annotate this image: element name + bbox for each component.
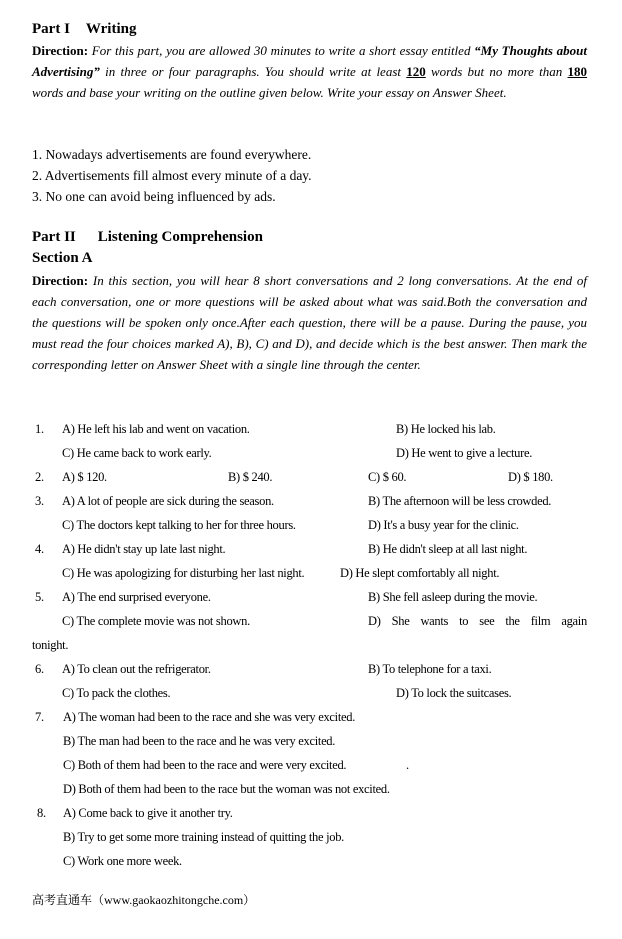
question-number: 6. bbox=[35, 662, 44, 676]
part1-direction bbox=[32, 40, 587, 103]
option-b: B) He locked his lab. bbox=[396, 422, 496, 436]
min-words: 120 bbox=[406, 64, 426, 79]
option-c: C) Both of them had been to the race and were very excited. bbox=[63, 758, 347, 772]
option-d: D) To lock the suitcases. bbox=[396, 686, 512, 700]
option-b: B) The man had been to the race and he was very excited. bbox=[63, 734, 336, 748]
outline-item: 2. Advertisements fill almost every minute of a day. bbox=[32, 168, 312, 183]
option-b: B) The afternoon will be less crowded. bbox=[368, 494, 552, 508]
option-d-word: the bbox=[505, 614, 520, 628]
option-a: A) The woman had been to the race and she was very excited. bbox=[63, 710, 356, 724]
option-d-word: wants bbox=[420, 614, 449, 628]
option-d: D) $ 180. bbox=[508, 470, 553, 484]
part1-heading bbox=[32, 21, 136, 38]
option-d-word: again bbox=[561, 614, 587, 628]
option-a: A) The end surprised everyone. bbox=[62, 590, 211, 604]
max-words: 180 bbox=[567, 64, 588, 79]
option-a: A) He left his lab and went on vacation. bbox=[62, 422, 250, 436]
option-a: A) Come back to give it another try. bbox=[63, 806, 233, 820]
outline-item: 3. No one can avoid being influenced by ads. bbox=[32, 189, 276, 204]
option-a: A) $ 120. bbox=[62, 470, 107, 484]
part1-number: Part I bbox=[32, 21, 70, 37]
section-a-heading: Section A bbox=[32, 250, 93, 266]
part1-direction-text-4: words and base your writing on the outline given below. Write your essay on Answer Sheet. bbox=[32, 85, 507, 100]
part1-title: Writing bbox=[85, 21, 137, 37]
question-number: 3. bbox=[35, 494, 44, 508]
part2-direction bbox=[32, 270, 587, 375]
option-d: D) Both of them had been to the race but the woman was not excited. bbox=[63, 782, 390, 796]
question-number: 8. bbox=[37, 806, 46, 820]
question-number: 5. bbox=[35, 590, 44, 604]
option-b: B) He didn't sleep at all last night. bbox=[368, 542, 528, 556]
part1-direction-label: Direction: bbox=[32, 43, 89, 58]
option-b: B) Try to get some more training instead of quitting the job. bbox=[63, 830, 344, 844]
question-number: 1. bbox=[35, 422, 44, 436]
option-b: B) She fell asleep during the movie. bbox=[368, 590, 538, 604]
option-b: B) To telephone for a taxi. bbox=[368, 662, 492, 676]
part1-direction-text-2: in three or four paragraphs. You should write at least bbox=[105, 64, 401, 79]
part1-direction-text-1: For this part, you are allowed 30 minutes to write a short essay entitled bbox=[91, 43, 471, 58]
option-c: C) The complete movie was not shown. bbox=[62, 614, 250, 628]
option-a: A) A lot of people are sick during the season. bbox=[62, 494, 274, 508]
option-c: C) The doctors kept talking to her for three hours. bbox=[62, 518, 296, 532]
question-number: 4. bbox=[35, 542, 44, 556]
essay-title: “My Thoughts about Advertising” bbox=[32, 43, 588, 79]
part2-direction-text: In this section, you will hear 8 short conversations and 2 long conversations. At the end of each conversation, one or more questions will be asked about what was said.Both the conversation and the questions will be spoken only once.After each question, there will be a pause. During the pause, you must read the four choices marked A), B), C) and D), and decide which is the best answer. Then mark the corresponding letter on Answer Sheet with a single line through the center. bbox=[32, 273, 588, 372]
option-d-word: film bbox=[530, 614, 551, 628]
option-d-word: to bbox=[459, 614, 469, 628]
option-a: A) To clean out the refrigerator. bbox=[62, 662, 211, 676]
option-d-word: see bbox=[479, 614, 495, 628]
option-d-word: She bbox=[391, 614, 410, 628]
part1-direction-text-3: words but no more than bbox=[431, 64, 563, 79]
option-c: C) He came back to work early. bbox=[62, 446, 212, 460]
option-d: D) It's a busy year for the clinic. bbox=[368, 518, 519, 532]
option-d bbox=[368, 614, 587, 629]
option-d-word: D) bbox=[368, 614, 381, 628]
option-d: D) He slept comfortably all night. bbox=[340, 566, 500, 580]
question-number: 2. bbox=[35, 470, 44, 484]
option-c: C) To pack the clothes. bbox=[62, 686, 171, 700]
question-number: 7. bbox=[35, 710, 44, 724]
option-c: C) Work one more week. bbox=[63, 854, 182, 868]
part2-title: Listening Comprehension bbox=[97, 229, 263, 245]
option-c: C) $ 60. bbox=[368, 470, 407, 484]
footer-source: 高考直通车（www.gaokaozhitongche.com） bbox=[32, 893, 256, 907]
option-b: B) $ 240. bbox=[228, 470, 273, 484]
outline-item: 1. Nowadays advertisements are found everywhere. bbox=[32, 147, 312, 162]
option-c: C) He was apologizing for disturbing her last night. bbox=[62, 566, 305, 580]
option-d-continuation: tonight. bbox=[32, 638, 69, 652]
option-a: A) He didn't stay up late last night. bbox=[62, 542, 226, 556]
stray-mark: . bbox=[406, 758, 409, 772]
part2-direction-label: Direction: bbox=[32, 273, 89, 288]
part2-number: Part II bbox=[32, 229, 76, 245]
option-d: D) He went to give a lecture. bbox=[396, 446, 533, 460]
part2-heading bbox=[32, 229, 263, 246]
